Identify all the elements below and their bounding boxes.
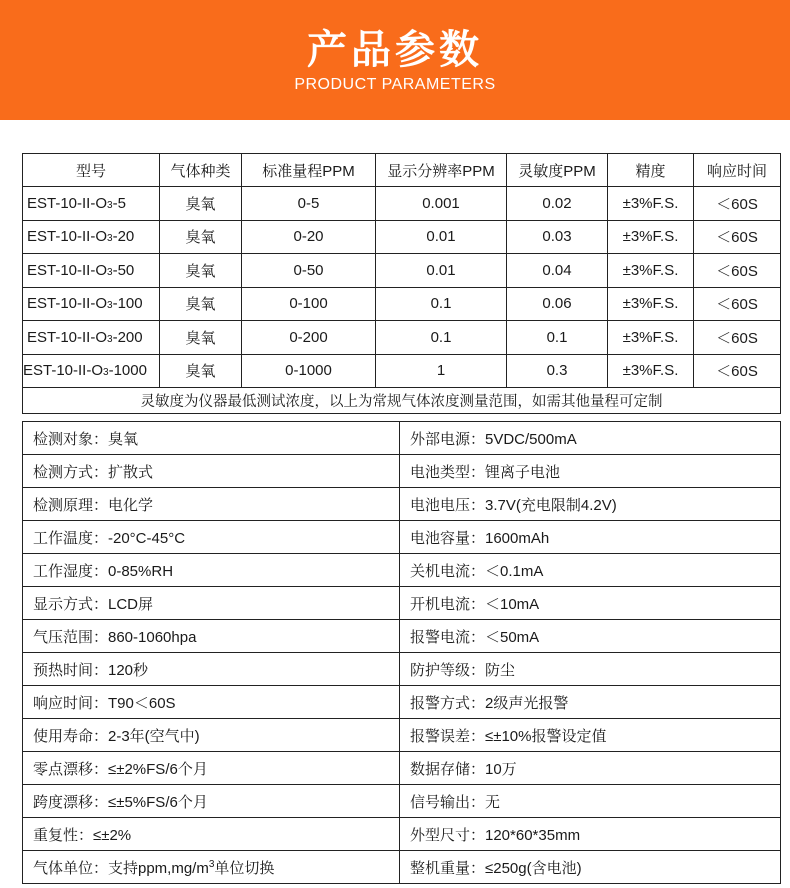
cell-response: ＜60S bbox=[694, 287, 781, 321]
table-row bbox=[23, 521, 781, 554]
spec-table bbox=[22, 421, 781, 884]
cell-sensitivity: 0.1 bbox=[507, 321, 608, 355]
cell-response: ＜60S bbox=[694, 187, 781, 221]
cell-response: ＜60S bbox=[694, 220, 781, 254]
model-table bbox=[22, 153, 781, 414]
cell-accuracy: ±3%F.S. bbox=[608, 187, 694, 221]
cell-gas: 臭氧 bbox=[160, 187, 242, 221]
cell-gas: 臭氧 bbox=[160, 354, 242, 388]
table-row bbox=[23, 455, 781, 488]
spec-right: 电池电压：3.7V(充电限制4.2V) bbox=[400, 488, 781, 521]
cell-range: 0-20 bbox=[242, 220, 376, 254]
cell-accuracy: ±3%F.S. bbox=[608, 354, 694, 388]
cell-range: 0-1000 bbox=[242, 354, 376, 388]
table-row bbox=[23, 354, 781, 388]
cell-model: EST-10-II-O3-5 bbox=[23, 187, 160, 221]
cell-model: EST-10-II-O3-1000 bbox=[23, 354, 160, 388]
table-row bbox=[23, 287, 781, 321]
spec-left: 气体单位：支持$ppm,mg/m^3$单位切换 bbox=[23, 851, 400, 884]
spec-left: 响应时间：T90＜60S bbox=[23, 686, 400, 719]
cell-range: 0-5 bbox=[242, 187, 376, 221]
cell-response: ＜60S bbox=[694, 354, 781, 388]
header-range: 标准量程PPM bbox=[242, 154, 376, 187]
spec-left: 检测方式：扩散式 bbox=[23, 455, 400, 488]
header-banner bbox=[0, 0, 790, 120]
table-row bbox=[23, 752, 781, 785]
header-sensitivity: 灵敏度PPM bbox=[507, 154, 608, 187]
spec-left: 检测对象：臭氧 bbox=[23, 422, 400, 455]
table-row bbox=[23, 818, 781, 851]
cell-model: EST-10-II-O3-100 bbox=[23, 287, 160, 321]
cell-sensitivity: 0.04 bbox=[507, 254, 608, 288]
spec-left: 零点漂移：≤±2%FS/6个月 bbox=[23, 752, 400, 785]
page-title: 产品参数 bbox=[307, 27, 483, 73]
header-model: 型号 bbox=[23, 154, 160, 187]
cell-resolution: 0.1 bbox=[376, 287, 507, 321]
table-row bbox=[23, 488, 781, 521]
cell-resolution: 1 bbox=[376, 354, 507, 388]
model-table-header-row bbox=[23, 154, 781, 187]
table-row bbox=[23, 653, 781, 686]
table-row bbox=[23, 719, 781, 752]
cell-model: EST-10-II-O3-20 bbox=[23, 220, 160, 254]
spec-left: 预热时间：120秒 bbox=[23, 653, 400, 686]
table-row bbox=[23, 587, 781, 620]
spec-right: 电池类型：锂离子电池 bbox=[400, 455, 781, 488]
spec-right: 开机电流：＜10mA bbox=[400, 587, 781, 620]
spec-right: 整机重量：≤250g(含电池) bbox=[400, 851, 781, 884]
page-subtitle: PRODUCT PARAMETERS bbox=[294, 76, 496, 93]
table-row bbox=[23, 554, 781, 587]
cell-range: 0-200 bbox=[242, 321, 376, 355]
spec-right: 外型尺寸：120*60*35mm bbox=[400, 818, 781, 851]
header-response: 响应时间 bbox=[694, 154, 781, 187]
table-row bbox=[23, 785, 781, 818]
cell-model: EST-10-II-O3-200 bbox=[23, 321, 160, 355]
cell-accuracy: ±3%F.S. bbox=[608, 220, 694, 254]
spec-left: 重复性：≤±2% bbox=[23, 818, 400, 851]
table-row bbox=[23, 321, 781, 355]
spec-right: 外部电源：5VDC/500mA bbox=[400, 422, 781, 455]
table-row bbox=[23, 686, 781, 719]
cell-accuracy: ±3%F.S. bbox=[608, 254, 694, 288]
cell-gas: 臭氧 bbox=[160, 321, 242, 355]
cell-resolution: 0.001 bbox=[376, 187, 507, 221]
header-resolution: 显示分辨率PPM bbox=[376, 154, 507, 187]
spec-right: 数据存储：10万 bbox=[400, 752, 781, 785]
spec-left: 工作湿度：0-85%RH bbox=[23, 554, 400, 587]
spec-right: 防护等级：防尘 bbox=[400, 653, 781, 686]
cell-sensitivity: 0.03 bbox=[507, 220, 608, 254]
table-row bbox=[23, 254, 781, 288]
table-note: 灵敏度为仪器最低测试浓度，以上为常规气体浓度测量范围，如需其他量程可定制 bbox=[23, 388, 781, 414]
cell-response: ＜60S bbox=[694, 321, 781, 355]
cell-accuracy: ±3%F.S. bbox=[608, 321, 694, 355]
cell-sensitivity: 0.3 bbox=[507, 354, 608, 388]
spec-right: 报警误差：≤±10%报警设定值 bbox=[400, 719, 781, 752]
cell-sensitivity: 0.02 bbox=[507, 187, 608, 221]
table-row bbox=[23, 851, 781, 884]
spec-left: 气压范围：860-1060hpa bbox=[23, 620, 400, 653]
cell-model: EST-10-II-O3-50 bbox=[23, 254, 160, 288]
cell-resolution: 0.01 bbox=[376, 220, 507, 254]
spec-right: 报警电流：＜50mA bbox=[400, 620, 781, 653]
spec-right: 电池容量：1600mAh bbox=[400, 521, 781, 554]
cell-resolution: 0.1 bbox=[376, 321, 507, 355]
table-row bbox=[23, 422, 781, 455]
table-row bbox=[23, 220, 781, 254]
spec-left: 工作温度：-20°C-45°C bbox=[23, 521, 400, 554]
cell-accuracy: ±3%F.S. bbox=[608, 287, 694, 321]
table-row bbox=[23, 620, 781, 653]
spec-left: 跨度漂移：≤±5%FS/6个月 bbox=[23, 785, 400, 818]
cell-response: ＜60S bbox=[694, 254, 781, 288]
spec-right: 关机电流：＜0.1mA bbox=[400, 554, 781, 587]
cell-gas: 臭氧 bbox=[160, 220, 242, 254]
cell-range: 0-50 bbox=[242, 254, 376, 288]
table-row bbox=[23, 187, 781, 221]
cell-gas: 臭氧 bbox=[160, 254, 242, 288]
header-accuracy: 精度 bbox=[608, 154, 694, 187]
spec-right: 报警方式：2级声光报警 bbox=[400, 686, 781, 719]
spec-right: 信号输出：无 bbox=[400, 785, 781, 818]
cell-sensitivity: 0.06 bbox=[507, 287, 608, 321]
cell-range: 0-100 bbox=[242, 287, 376, 321]
spec-left: 检测原理：电化学 bbox=[23, 488, 400, 521]
spec-left: 使用寿命：2-3年(空气中) bbox=[23, 719, 400, 752]
table-note-row bbox=[23, 388, 781, 414]
cell-gas: 臭氧 bbox=[160, 287, 242, 321]
cell-resolution: 0.01 bbox=[376, 254, 507, 288]
spec-left: 显示方式：LCD屏 bbox=[23, 587, 400, 620]
header-gas: 气体种类 bbox=[160, 154, 242, 187]
